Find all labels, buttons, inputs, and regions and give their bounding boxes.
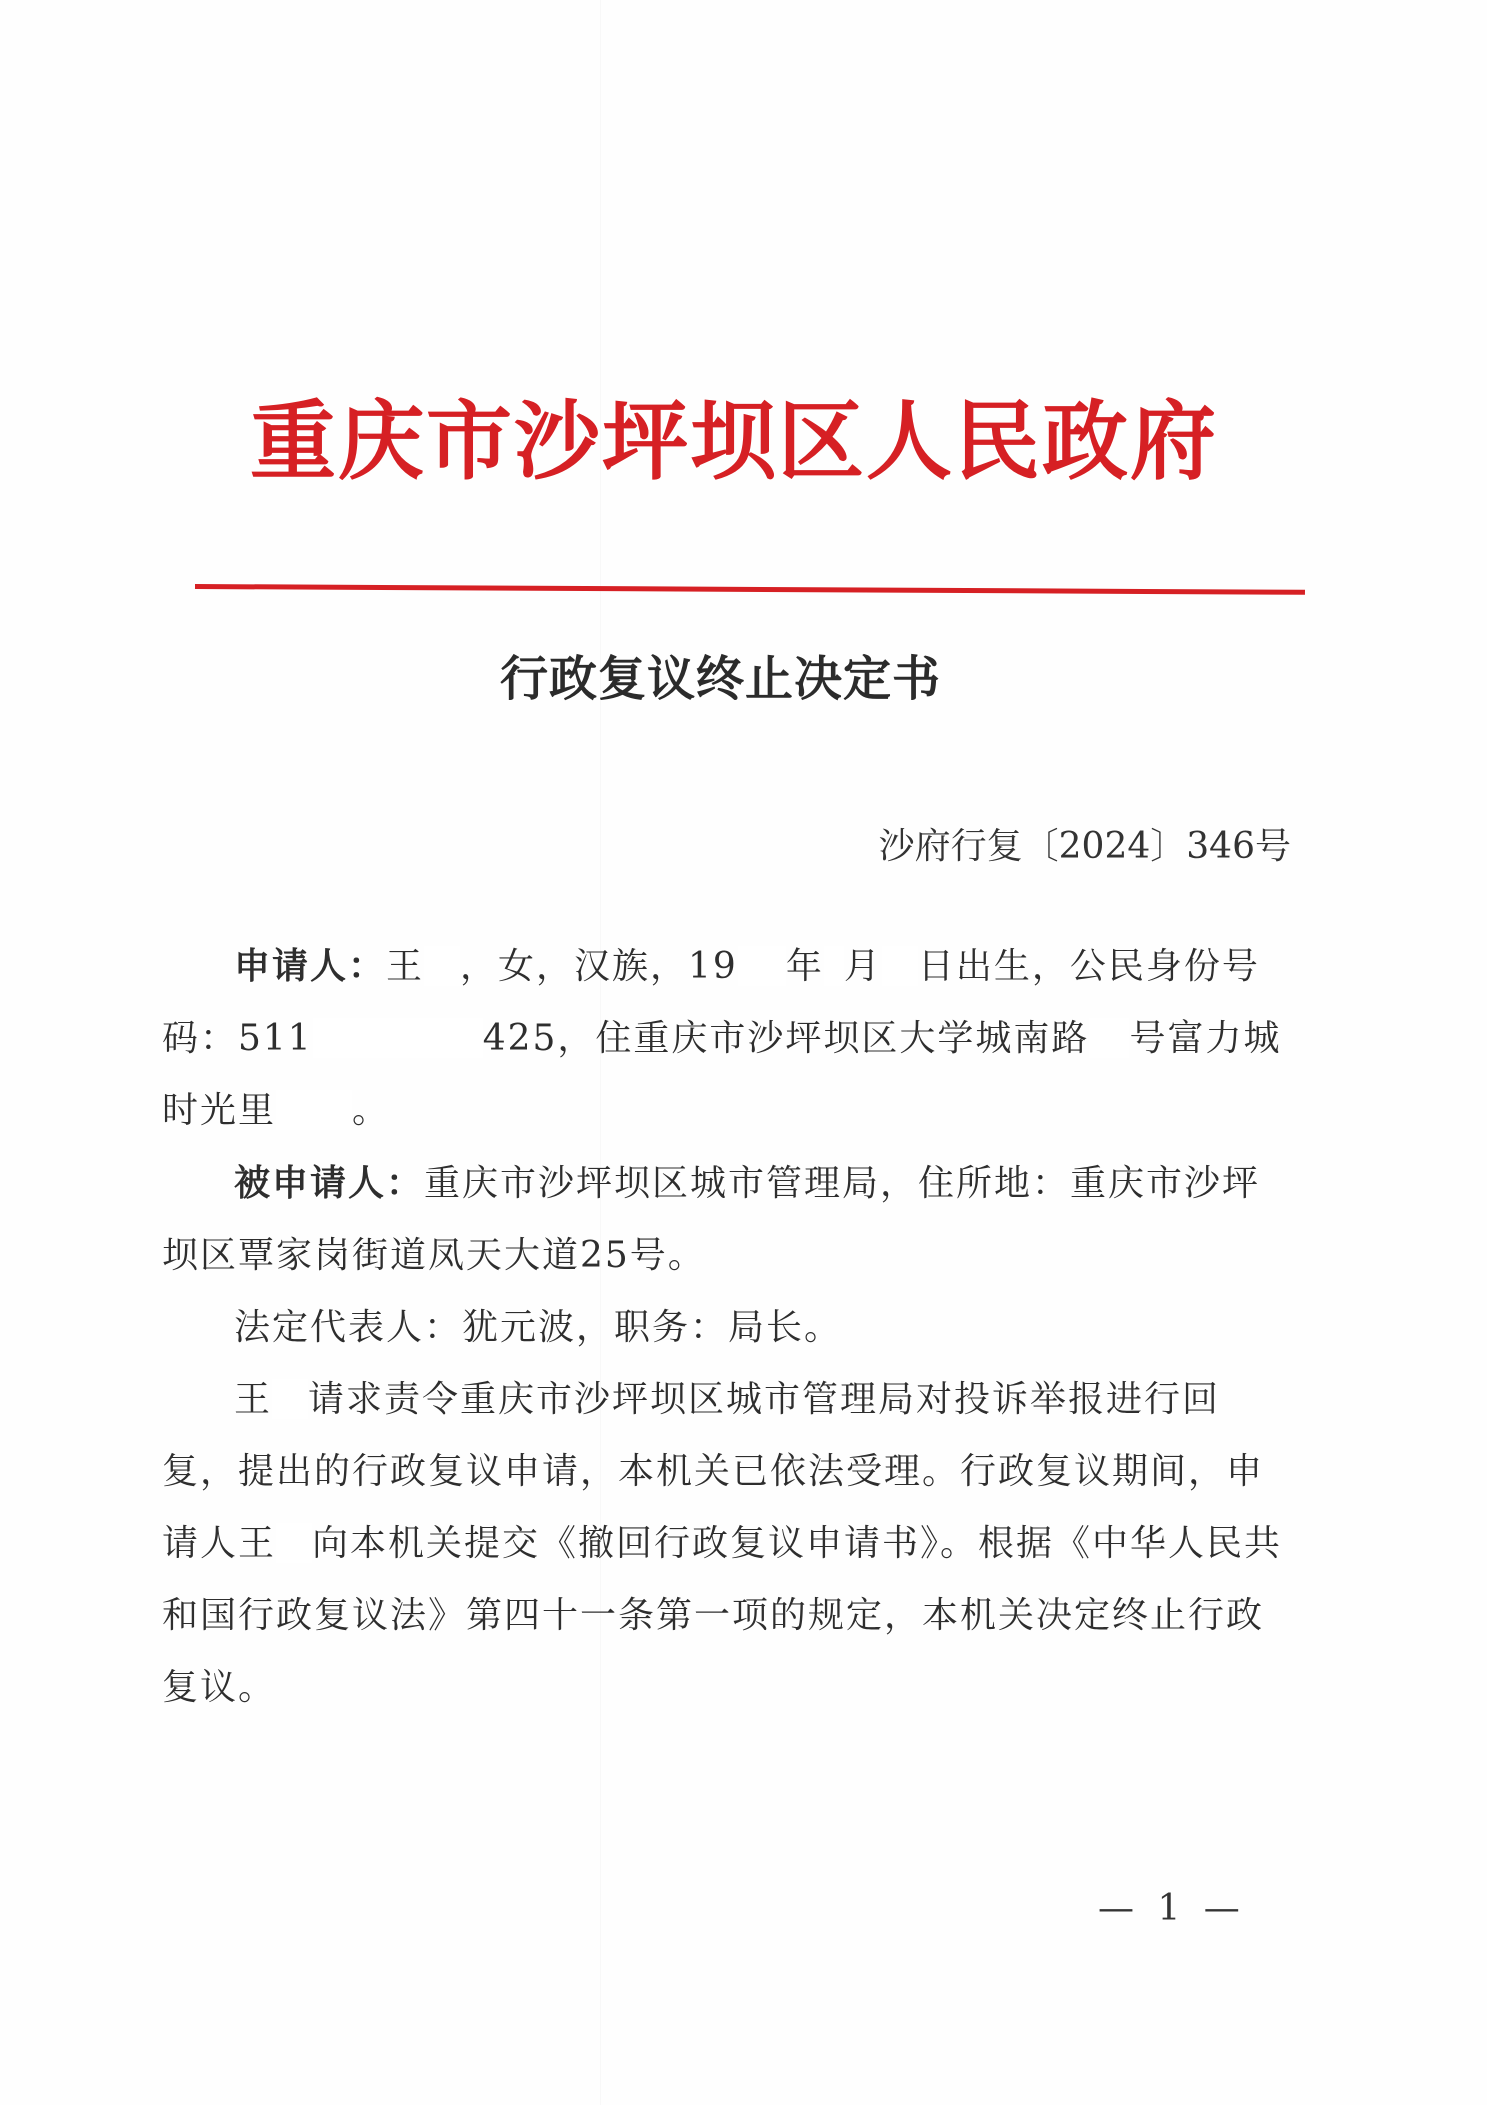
redaction-block <box>738 946 786 986</box>
redaction-block <box>1089 1018 1129 1058</box>
legal-representative-paragraph: 法定代表人：犹元波，职务：局长。 <box>234 1307 843 1348</box>
decision-text: 向本机关提交《撤回行政复议申请书》。根据《中华人民共和国行政复议法》第四十一条第一项的规定，本机关决定终止行政复议。 <box>162 1523 1283 1708</box>
applicant-text: 。 <box>352 1090 391 1131</box>
respondent-paragraph <box>162 1147 1292 1292</box>
respondent-text: 重庆市沙坪坝区城市管理局，住所地：重庆市沙坪坝区覃家岗街道凤天大道25号。 <box>162 1163 1261 1276</box>
document-title: 行政复议终止决定书 <box>500 651 942 707</box>
decision-text: 请求责令重庆市沙坪坝区城市管理局对投诉举报进行回复，提出的行政复议申请，本机关已依法受理。行政复议期间，申请人王 <box>162 1379 1265 1564</box>
applicant-text: 年 <box>785 946 824 987</box>
page-number: — 1 — <box>1098 1888 1246 1929</box>
applicant-label: 申请人： <box>234 945 387 987</box>
applicant-paragraph <box>162 930 1292 1147</box>
respondent-label: 被申请人： <box>234 1162 425 1204</box>
redaction-block <box>276 1523 312 1563</box>
redaction-block <box>824 946 844 986</box>
applicant-text: 号富力城时光里 <box>162 1018 1282 1131</box>
issuing-authority-title: 重庆市沙坪坝区人民政府 <box>250 391 1218 492</box>
red-divider-line <box>195 584 1305 595</box>
applicant-text: 日出生，公民身份号码：511 <box>162 946 1260 1059</box>
applicant-surname: 王 <box>386 946 425 987</box>
applicant-text: 425，住重庆市沙坪坝区大学城南路 <box>482 1018 1090 1059</box>
redaction-block <box>276 1090 352 1130</box>
document-number: 沙府行复〔2024〕346号 <box>878 826 1291 867</box>
applicant-text: ，女，汉族，19 <box>460 946 738 987</box>
redaction-block <box>424 946 460 986</box>
redaction-block <box>272 1379 308 1419</box>
redaction-block <box>313 1018 483 1058</box>
applicant-text: 月 <box>843 946 882 987</box>
decision-paragraph <box>162 1364 1292 1724</box>
redaction-block <box>882 946 918 986</box>
document-body <box>162 930 1292 1724</box>
decision-text: 王 <box>234 1379 273 1420</box>
